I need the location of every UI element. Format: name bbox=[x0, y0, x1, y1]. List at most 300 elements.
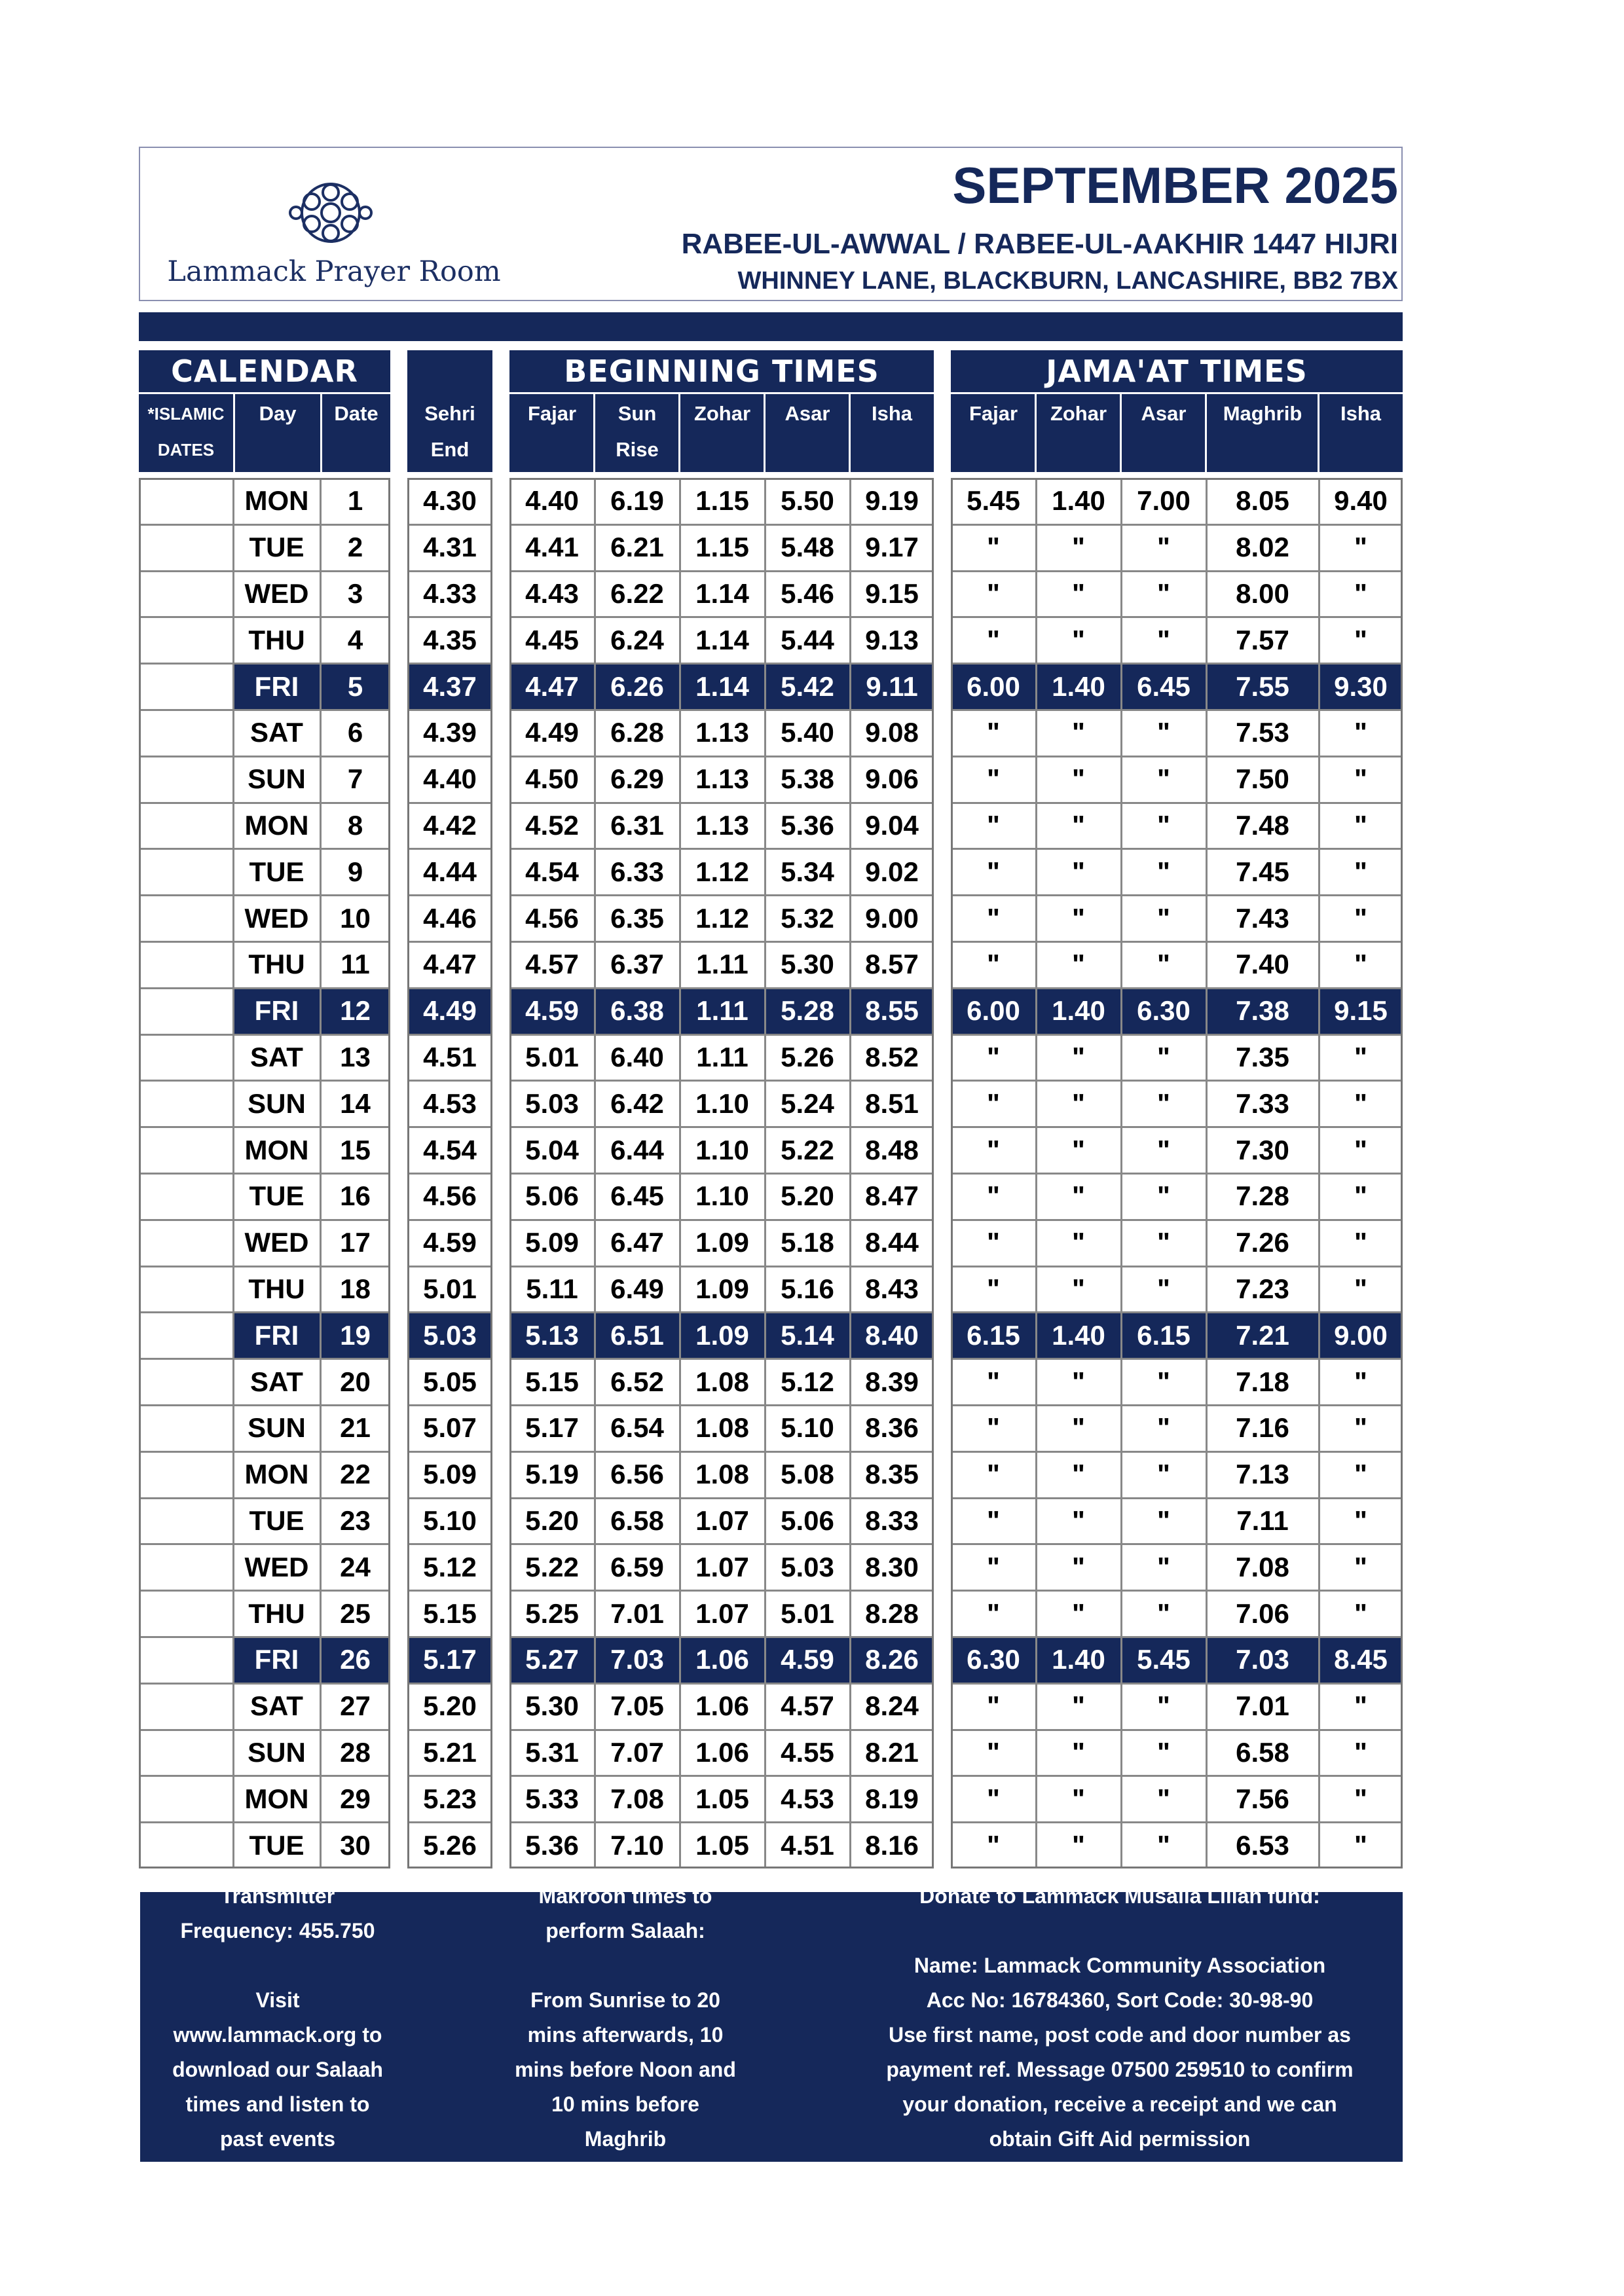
table-cell: 4.49 bbox=[525, 717, 579, 748]
table-cell: 9 bbox=[347, 856, 363, 887]
j-maghrib-header: Maghrib bbox=[1223, 402, 1302, 425]
footer-donation-info: Donate to Lammack Musalla Lillah fund: Name: Lammack Community Association Acc No: 16784360, Sort Code: 30-98-90 Use first name, post code and door number as payment ref. Message 07500 259510 to confirm your donation, receive a receipt and we can obtain Gift Aid permission bbox=[886, 1884, 1354, 2151]
table-cell: " bbox=[1072, 1227, 1085, 1258]
table-cell: " bbox=[1072, 1597, 1085, 1629]
table-cell: 18 bbox=[340, 1273, 371, 1304]
table-cell: FRI bbox=[254, 1644, 299, 1675]
table-cell: FRI bbox=[254, 670, 299, 702]
table-cell: 8.33 bbox=[865, 1504, 919, 1536]
table-cell: 5.26 bbox=[781, 1041, 834, 1072]
table-cell: 6.45 bbox=[1137, 670, 1190, 702]
table-cell: 7.40 bbox=[1236, 949, 1289, 980]
beginning-times-header: BEGINNING TIMES bbox=[509, 350, 934, 392]
table-cell: 1.10 bbox=[695, 1087, 749, 1119]
table-cell: " bbox=[1354, 1273, 1367, 1304]
table-cell: 1.09 bbox=[695, 1319, 749, 1351]
table-cell: " bbox=[1354, 717, 1367, 748]
table-cell: 1.12 bbox=[695, 902, 749, 934]
table-cell: 1.14 bbox=[695, 624, 749, 655]
table-cell: 4.57 bbox=[525, 949, 579, 980]
table-cell: " bbox=[987, 532, 1000, 563]
table-cell: 5.17 bbox=[423, 1644, 477, 1675]
table-cell: " bbox=[1354, 902, 1367, 934]
table-cell: 6.29 bbox=[610, 763, 664, 795]
jamaat-times-header: JAMA'AT TIMES bbox=[951, 350, 1403, 392]
table-cell: 4.35 bbox=[423, 624, 477, 655]
table-cell: 14 bbox=[340, 1087, 371, 1119]
divider bbox=[849, 392, 851, 472]
divider bbox=[1120, 392, 1122, 472]
table-cell: 9.06 bbox=[865, 763, 919, 795]
table-cell: 7.57 bbox=[1236, 624, 1289, 655]
table-cell: SUN bbox=[248, 763, 306, 795]
table-cell: 8.26 bbox=[865, 1644, 919, 1675]
table-cell: 5.01 bbox=[423, 1273, 477, 1304]
table-cell: 8 bbox=[347, 809, 363, 841]
table-cell: " bbox=[1157, 1783, 1170, 1814]
table-cell: FRI bbox=[254, 1319, 299, 1351]
table-cell: 5.16 bbox=[781, 1273, 834, 1304]
logo-text: Lammack Prayer Room bbox=[167, 255, 501, 288]
table-cell: 5.01 bbox=[525, 1041, 579, 1072]
table-cell: " bbox=[987, 1227, 1000, 1258]
table-cell: 1.11 bbox=[696, 949, 748, 980]
table-cell: 5.45 bbox=[1137, 1644, 1190, 1675]
table-cell: 6.58 bbox=[1236, 1736, 1289, 1768]
table-cell: 7.06 bbox=[1236, 1597, 1289, 1629]
table-cell: 5.04 bbox=[525, 1134, 579, 1165]
table-cell: 1.14 bbox=[695, 577, 749, 609]
b-sunrise-header-2: Rise bbox=[616, 438, 659, 461]
table-cell: 24 bbox=[340, 1551, 371, 1582]
table-cell: 6.33 bbox=[610, 856, 664, 887]
table-cell: 5.06 bbox=[781, 1504, 834, 1536]
table-cell: " bbox=[1354, 1041, 1367, 1072]
table-cell: 4.45 bbox=[525, 624, 579, 655]
table-cell: " bbox=[1072, 624, 1085, 655]
table-cell: 5.12 bbox=[423, 1551, 477, 1582]
table-cell: 9.13 bbox=[865, 624, 919, 655]
table-cell: 5.34 bbox=[781, 856, 834, 887]
table-cell: " bbox=[987, 1366, 1000, 1397]
table-cell: 8.30 bbox=[865, 1551, 919, 1582]
table-cell: 17 bbox=[340, 1227, 371, 1258]
table-cell: 5.21 bbox=[423, 1736, 477, 1768]
table-cell: 7.26 bbox=[1236, 1227, 1289, 1258]
table-cell: 4.37 bbox=[423, 670, 477, 702]
table-cell: 6.54 bbox=[610, 1412, 664, 1444]
table-cell: 5.30 bbox=[781, 949, 834, 980]
table-cell: 21 bbox=[340, 1412, 371, 1444]
table-cell: " bbox=[987, 763, 1000, 795]
table-cell: " bbox=[1157, 763, 1170, 795]
table-cell: 8.19 bbox=[865, 1783, 919, 1814]
table-cell: " bbox=[1072, 902, 1085, 934]
table-cell: " bbox=[987, 1041, 1000, 1072]
table-cell: 1.09 bbox=[695, 1227, 749, 1258]
table-cell: MON bbox=[244, 809, 309, 841]
table-cell: 4.49 bbox=[423, 995, 477, 1027]
table-cell: 8.55 bbox=[865, 995, 919, 1027]
table-cell: 8.40 bbox=[865, 1319, 919, 1351]
table-cell: 1.07 bbox=[695, 1597, 749, 1629]
table-cell: 6.00 bbox=[967, 670, 1020, 702]
table-cell: 6.22 bbox=[610, 577, 664, 609]
table-cell: " bbox=[1157, 1551, 1170, 1582]
table-cell: 4.53 bbox=[423, 1087, 477, 1119]
table-cell: " bbox=[1072, 856, 1085, 887]
table-cell: 4.53 bbox=[781, 1783, 834, 1814]
table-cell: 5.11 bbox=[526, 1273, 578, 1304]
table-cell: 1.05 bbox=[695, 1783, 749, 1814]
table-cell: 4.50 bbox=[525, 763, 579, 795]
table-cell: SAT bbox=[250, 717, 303, 748]
table-cell: 4.39 bbox=[423, 717, 477, 748]
table-cell: " bbox=[1157, 1504, 1170, 1536]
table-cell: 5.50 bbox=[781, 485, 834, 517]
table-cell: MON bbox=[244, 1783, 309, 1814]
table-cell: 5.01 bbox=[781, 1597, 834, 1629]
table-cell: TUE bbox=[249, 1504, 304, 1536]
sehri-header: Sehri bbox=[424, 402, 475, 425]
table-cell: 1.11 bbox=[696, 1041, 748, 1072]
table-cell: 7.48 bbox=[1236, 809, 1289, 841]
table-cell: 9.04 bbox=[865, 809, 919, 841]
table-cell: 5.06 bbox=[525, 1180, 579, 1212]
table-cell: 4.40 bbox=[423, 763, 477, 795]
table-cell: 5.03 bbox=[781, 1551, 834, 1582]
table-cell: " bbox=[1072, 1829, 1085, 1861]
table-cell: " bbox=[987, 1551, 1000, 1582]
table-cell: 1.40 bbox=[1052, 1644, 1105, 1675]
table-cell: 5.22 bbox=[525, 1551, 579, 1582]
divider bbox=[593, 392, 595, 472]
table-cell: 7.13 bbox=[1236, 1459, 1289, 1490]
table-cell: " bbox=[987, 856, 1000, 887]
table-cell: " bbox=[1072, 1087, 1085, 1119]
table-cell: 5.32 bbox=[781, 902, 834, 934]
table-cell: " bbox=[1072, 717, 1085, 748]
header-band bbox=[139, 312, 1403, 341]
table-cell: SAT bbox=[250, 1366, 303, 1397]
table-cell: " bbox=[1072, 532, 1085, 563]
table-cell: 6.58 bbox=[610, 1504, 664, 1536]
table-cell: 7.28 bbox=[1236, 1180, 1289, 1212]
table-cell: 8.00 bbox=[1236, 577, 1289, 609]
table-cell: 4.55 bbox=[781, 1736, 834, 1768]
table-cell: " bbox=[987, 949, 1000, 980]
table-cell: 5.31 bbox=[525, 1736, 579, 1768]
table-cell: " bbox=[1157, 1597, 1170, 1629]
table-cell: " bbox=[1354, 1690, 1367, 1722]
table-cell: 6.26 bbox=[610, 670, 664, 702]
table-cell: " bbox=[1354, 1504, 1367, 1536]
table-cell: " bbox=[1072, 809, 1085, 841]
table-cell: " bbox=[1354, 1087, 1367, 1119]
table-cell: 1.40 bbox=[1052, 670, 1105, 702]
table-cell: 6.15 bbox=[1137, 1319, 1190, 1351]
table-cell: 5.15 bbox=[525, 1366, 579, 1397]
table-cell: 4.54 bbox=[525, 856, 579, 887]
table-cell: " bbox=[1157, 1459, 1170, 1490]
table-cell: 9.00 bbox=[865, 902, 919, 934]
table-cell: 7.16 bbox=[1236, 1412, 1289, 1444]
day-header: Day bbox=[259, 402, 297, 425]
table-cell: WED bbox=[244, 1227, 309, 1258]
table-cell: " bbox=[1072, 1273, 1085, 1304]
table-cell: 7.43 bbox=[1236, 902, 1289, 934]
table-cell: " bbox=[1157, 1041, 1170, 1072]
table-cell: 1.08 bbox=[695, 1366, 749, 1397]
table-cell: 5.12 bbox=[781, 1366, 834, 1397]
table-cell: WED bbox=[244, 577, 309, 609]
table-cell: 6.15 bbox=[967, 1319, 1020, 1351]
page-title: SEPTEMBER 2025 bbox=[952, 156, 1398, 214]
table-cell: 1.40 bbox=[1052, 485, 1105, 517]
table-cell: 7.30 bbox=[1236, 1134, 1289, 1165]
table-cell: " bbox=[987, 1690, 1000, 1722]
table-cell: 5.26 bbox=[423, 1829, 477, 1861]
table-cell: 8.05 bbox=[1236, 485, 1289, 517]
table-cell: 7.03 bbox=[1236, 1644, 1289, 1675]
table-cell: THU bbox=[248, 949, 305, 980]
table-cell: " bbox=[1072, 949, 1085, 980]
table-cell: 10 bbox=[340, 902, 371, 934]
table-cell: " bbox=[1354, 1736, 1367, 1768]
table-cell: 7.45 bbox=[1236, 856, 1289, 887]
table-cell: " bbox=[1354, 1366, 1367, 1397]
table-cell: " bbox=[987, 1412, 1000, 1444]
table-cell: 6.35 bbox=[610, 902, 664, 934]
table-cell: " bbox=[1072, 1412, 1085, 1444]
table-cell: " bbox=[1354, 1134, 1367, 1165]
table-cell: 6.56 bbox=[610, 1459, 664, 1490]
table-cell: " bbox=[1157, 1227, 1170, 1258]
table-cell: 15 bbox=[340, 1134, 371, 1165]
table-cell: 6.00 bbox=[967, 995, 1020, 1027]
table-cell: " bbox=[1354, 1551, 1367, 1582]
table-cell: " bbox=[1072, 1551, 1085, 1582]
table-cell: 4.59 bbox=[423, 1227, 477, 1258]
table-cell: 6.19 bbox=[610, 485, 664, 517]
table-cell: 8.43 bbox=[865, 1273, 919, 1304]
table-cell: WED bbox=[244, 1551, 309, 1582]
table-cell: " bbox=[1157, 1273, 1170, 1304]
table-cell: 4.44 bbox=[423, 856, 477, 887]
table-cell: 16 bbox=[340, 1180, 371, 1212]
table-cell: 28 bbox=[340, 1736, 371, 1768]
table-cell: TUE bbox=[249, 856, 304, 887]
table-cell: 1.13 bbox=[695, 763, 749, 795]
table-cell: 5.20 bbox=[525, 1504, 579, 1536]
table-cell: " bbox=[1354, 532, 1367, 563]
j-asar-header: Asar bbox=[1141, 402, 1187, 425]
table-cell: 4 bbox=[347, 624, 363, 655]
table-cell: 6.44 bbox=[610, 1134, 664, 1165]
table-cell: 8.44 bbox=[865, 1227, 919, 1258]
table-cell: 6.38 bbox=[610, 995, 664, 1027]
table-cell: SAT bbox=[250, 1690, 303, 1722]
table-cell: 29 bbox=[340, 1783, 371, 1814]
table-cell: " bbox=[987, 1180, 1000, 1212]
j-zohar-header: Zohar bbox=[1050, 402, 1107, 425]
table-cell: 7.01 bbox=[1236, 1690, 1289, 1722]
table-cell: " bbox=[1354, 1597, 1367, 1629]
table-cell: 4.56 bbox=[525, 902, 579, 934]
table-cell: 5 bbox=[347, 670, 363, 702]
table-cell: 8.57 bbox=[865, 949, 919, 980]
table-cell: 6.30 bbox=[967, 1644, 1020, 1675]
table-cell: 7.05 bbox=[610, 1690, 664, 1722]
table-cell: WED bbox=[244, 902, 309, 934]
hijri-subtitle: RABEE-UL-AWWAL / RABEE-UL-AAKHIR 1447 HIJRI bbox=[681, 228, 1398, 260]
table-cell: 5.18 bbox=[781, 1227, 834, 1258]
b-isha-header: Isha bbox=[871, 402, 913, 425]
table-cell: 6.21 bbox=[610, 532, 664, 563]
table-cell: 4.42 bbox=[423, 809, 477, 841]
table-cell: 5.20 bbox=[423, 1690, 477, 1722]
table-cell: 8.39 bbox=[865, 1366, 919, 1397]
table-cell: 8.45 bbox=[1334, 1644, 1388, 1675]
table-cell: 7.53 bbox=[1236, 717, 1289, 748]
table-cell: " bbox=[1157, 1134, 1170, 1165]
table-cell: 5.24 bbox=[781, 1087, 834, 1119]
table-cell: 30 bbox=[340, 1829, 371, 1861]
table-cell: 4.51 bbox=[423, 1041, 477, 1072]
table-cell: " bbox=[1354, 1227, 1367, 1258]
table-cell: 9.17 bbox=[865, 532, 919, 563]
table-cell: 6.30 bbox=[1137, 995, 1190, 1027]
table-cell: " bbox=[1354, 1412, 1367, 1444]
islamic-dates-header-2: DATES bbox=[157, 439, 215, 460]
table-cell: " bbox=[987, 1273, 1000, 1304]
table-cell: 4.40 bbox=[525, 485, 579, 517]
table-cell: 5.36 bbox=[781, 809, 834, 841]
table-cell: 11 bbox=[341, 949, 370, 980]
table-cell: " bbox=[1072, 1180, 1085, 1212]
table-cell: 1.40 bbox=[1052, 1319, 1105, 1351]
divider bbox=[1035, 392, 1037, 472]
table-cell: 2 bbox=[347, 532, 363, 563]
table-cell: 7.55 bbox=[1236, 670, 1289, 702]
b-sunrise-header: Sun bbox=[618, 402, 657, 425]
table-cell: 4.33 bbox=[423, 577, 477, 609]
table-cell: 27 bbox=[340, 1690, 371, 1722]
table-cell: 9.15 bbox=[865, 577, 919, 609]
table-cell: " bbox=[1157, 624, 1170, 655]
islamic-dates-header: *ISLAMIC bbox=[147, 403, 225, 424]
divider bbox=[1318, 392, 1320, 472]
table-cell: 25 bbox=[340, 1597, 371, 1629]
table-cell: " bbox=[987, 717, 1000, 748]
j-isha-header: Isha bbox=[1340, 402, 1382, 425]
table-cell: 6 bbox=[347, 717, 363, 748]
table-cell: 5.23 bbox=[423, 1783, 477, 1814]
table-cell: 5.42 bbox=[781, 670, 834, 702]
table-cell: 13 bbox=[340, 1041, 371, 1072]
table-cell: 7.50 bbox=[1236, 763, 1289, 795]
b-fajar-header: Fajar bbox=[527, 402, 577, 425]
table-cell: 9.15 bbox=[1334, 995, 1388, 1027]
table-cell: 4.31 bbox=[423, 532, 477, 563]
table-cell: 6.47 bbox=[610, 1227, 664, 1258]
table-cell: 5.14 bbox=[781, 1319, 834, 1351]
table-cell: " bbox=[1072, 1134, 1085, 1165]
table-cell: " bbox=[1354, 949, 1367, 980]
table-cell: 4.59 bbox=[525, 995, 579, 1027]
logo bbox=[157, 177, 511, 295]
table-cell: 8.02 bbox=[1236, 532, 1289, 563]
table-cell: " bbox=[1072, 1783, 1085, 1814]
table-cell: 5.45 bbox=[967, 485, 1020, 517]
table-cell: " bbox=[1157, 1366, 1170, 1397]
table-cell: 4.47 bbox=[423, 949, 477, 980]
table-cell: 3 bbox=[347, 577, 363, 609]
divider bbox=[764, 392, 766, 472]
table-cell: 5.46 bbox=[781, 577, 834, 609]
table-cell: 5.10 bbox=[423, 1504, 477, 1536]
table-cell: " bbox=[987, 809, 1000, 841]
table-cell: " bbox=[1157, 532, 1170, 563]
table-cell: 8.36 bbox=[865, 1412, 919, 1444]
table-cell: 26 bbox=[340, 1644, 371, 1675]
table-cell: 6.53 bbox=[1236, 1829, 1289, 1861]
table-cell: 6.45 bbox=[610, 1180, 664, 1212]
table-cell: " bbox=[1354, 1180, 1367, 1212]
b-zohar-header: Zohar bbox=[693, 402, 751, 425]
table-cell: 5.40 bbox=[781, 717, 834, 748]
footer-makrooh-info: Makrooh times to perform Salaah: From Sunrise to 20 mins afterwards, 10 mins before Noon and 10 mins before Maghrib bbox=[515, 1884, 736, 2151]
table-cell: 1.10 bbox=[695, 1180, 749, 1212]
table-cell: 9.08 bbox=[865, 717, 919, 748]
table-cell: 8.35 bbox=[865, 1459, 919, 1490]
table-cell: 4.46 bbox=[423, 902, 477, 934]
table-cell: 1.07 bbox=[695, 1504, 749, 1536]
sehri-header-2: End bbox=[430, 438, 470, 461]
table-cell: 7.10 bbox=[610, 1829, 664, 1861]
address: WHINNEY LANE, BLACKBURN, LANCASHIRE, BB2 7BX bbox=[737, 267, 1398, 295]
table-cell: 19 bbox=[340, 1319, 371, 1351]
table-cell: 4.51 bbox=[781, 1829, 834, 1861]
table-cell: 5.44 bbox=[781, 624, 834, 655]
table-cell: " bbox=[1354, 624, 1367, 655]
table-cell: 5.38 bbox=[781, 763, 834, 795]
table-cell: 8.24 bbox=[865, 1690, 919, 1722]
table-cell: 7.08 bbox=[1236, 1551, 1289, 1582]
table-cell: 1.14 bbox=[695, 670, 749, 702]
table-cell: 8.21 bbox=[865, 1736, 919, 1768]
table-cell: 9.11 bbox=[866, 670, 918, 702]
table-cell: 5.03 bbox=[423, 1319, 477, 1351]
table-cell: 1.15 bbox=[695, 485, 749, 517]
table-cell: 7.08 bbox=[610, 1783, 664, 1814]
table-cell: 6.42 bbox=[610, 1087, 664, 1119]
table-cell: 7.01 bbox=[610, 1597, 664, 1629]
table-cell: 8.28 bbox=[865, 1597, 919, 1629]
table-cell: 7.23 bbox=[1236, 1273, 1289, 1304]
table-cell: " bbox=[1354, 1459, 1367, 1490]
table-cell: 4.30 bbox=[423, 485, 477, 517]
table-cell: SUN bbox=[248, 1736, 306, 1768]
table-cell: " bbox=[1157, 809, 1170, 841]
b-asar-header: Asar bbox=[784, 402, 830, 425]
table-cell: 8.48 bbox=[865, 1134, 919, 1165]
table-cell: 5.19 bbox=[525, 1459, 579, 1490]
table-cell: 5.20 bbox=[781, 1180, 834, 1212]
table-cell: MON bbox=[244, 1459, 309, 1490]
table-cell: 5.17 bbox=[525, 1412, 579, 1444]
table-cell: 4.41 bbox=[525, 532, 579, 563]
